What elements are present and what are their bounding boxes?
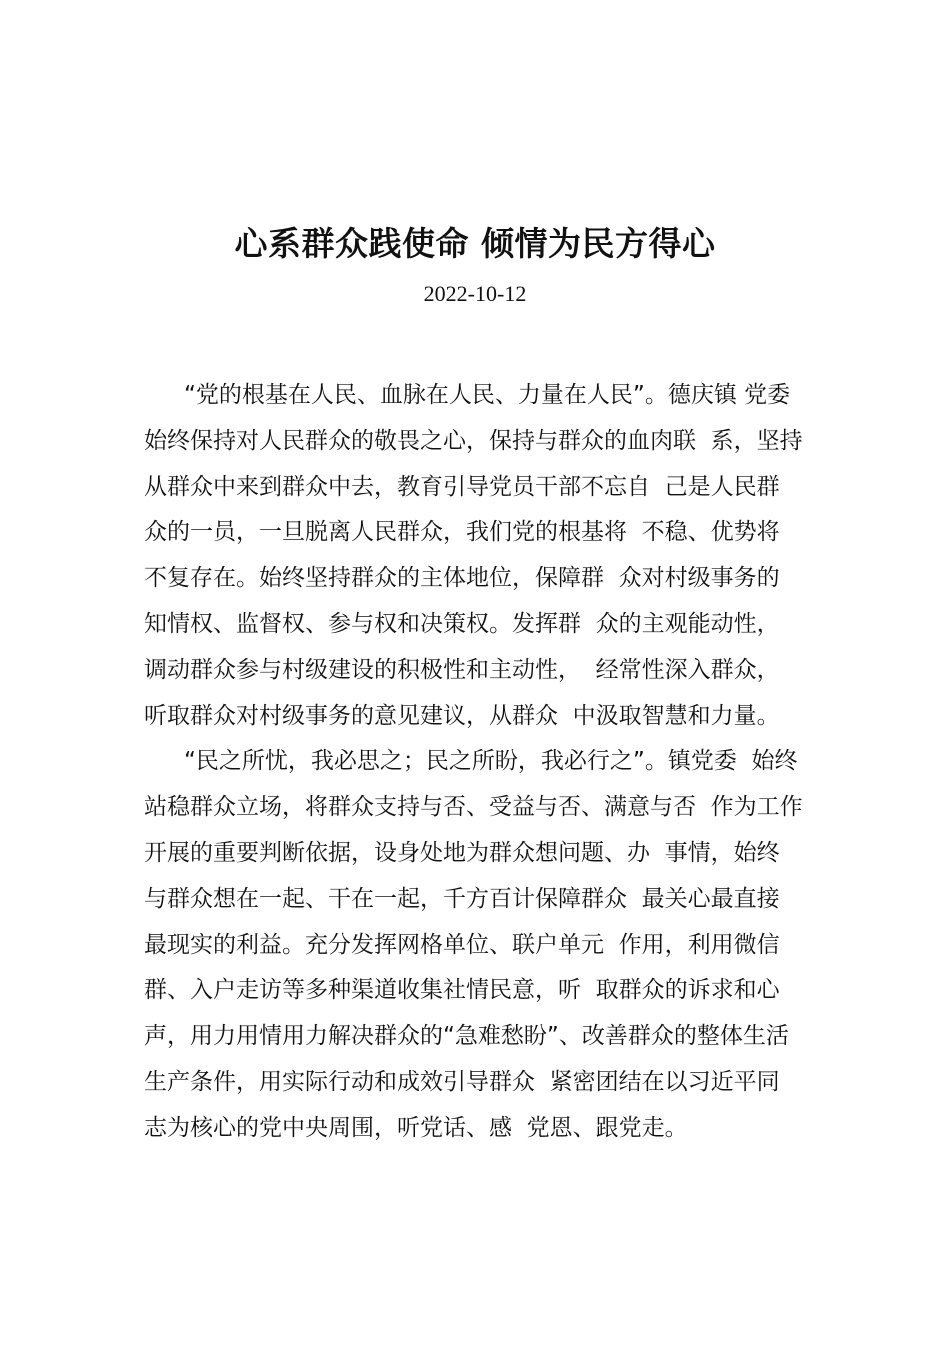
paragraph-line: 生产条件，用实际行动和成效引导群众 紧密团结在以习近平同: [144, 1068, 780, 1095]
paragraph-line: 声，用力用情用力解决群众的“急难愁盼”、改善群众的整体生活: [144, 1023, 789, 1050]
paragraph-2: [144, 739, 834, 1151]
article-body: [144, 373, 834, 1152]
paragraph-1: [144, 373, 834, 739]
paragraph-line: 开展的重要判断依据，设身处地为群众想问题、办 事情，始终: [144, 839, 780, 866]
paragraph-line: 最现实的利益。充分发挥网格单位、联户单元 作用，利用微信: [144, 931, 780, 958]
publish-date: 2022-10-12: [423, 281, 527, 306]
paragraph-line: 与群众想在一起、干在一起，千方百计保障群众 最关心最直接: [144, 885, 780, 912]
paragraph-line: “民之所忧，我必思之；民之所盼，我必行之”。镇党委 始终: [184, 748, 798, 775]
paragraph-line: 站稳群众立场，将群众支持与否、受益与否、满意与否 作为工作: [144, 794, 803, 821]
paragraph-line: 志为核心的党中央周围，听党话、感 党恩、跟党走。: [144, 1114, 688, 1141]
paragraph-line: 群、入户走访等多种渠道收集社情民意，听 取群众的诉求和心: [144, 977, 780, 1004]
paragraph-line: 调动群众参与村级建设的积极性和主动性， 经常性深入群众，: [144, 656, 780, 683]
paragraph-line: 知情权、监督权、参与权和决策权。发挥群 众的主观能动性，: [144, 610, 780, 637]
paragraph-line: 始终保持对人民群众的敬畏之心，保持与群众的血肉联 系，坚持: [144, 427, 803, 454]
paragraph-line: 不复存在。始终坚持群众的主体地位，保障群 众对村级事务的: [144, 565, 780, 592]
page-title: 心系群众践使命 倾情为民方得心: [234, 224, 716, 263]
paragraph-line: 众的一员，一旦脱离人民群众，我们党的根基将 不稳、优势将: [144, 519, 780, 546]
paragraph-line: 从群众中来到群众中去，教育引导党员干部不忘自 己是人民群: [144, 473, 780, 500]
paragraph-line: “党的根基在人民、血脉在人民、力量在人民”。德庆镇 党委: [184, 382, 791, 408]
paragraph-line: 听取群众对村级事务的意见建议，从群众 中汲取智慧和力量。: [144, 702, 780, 729]
